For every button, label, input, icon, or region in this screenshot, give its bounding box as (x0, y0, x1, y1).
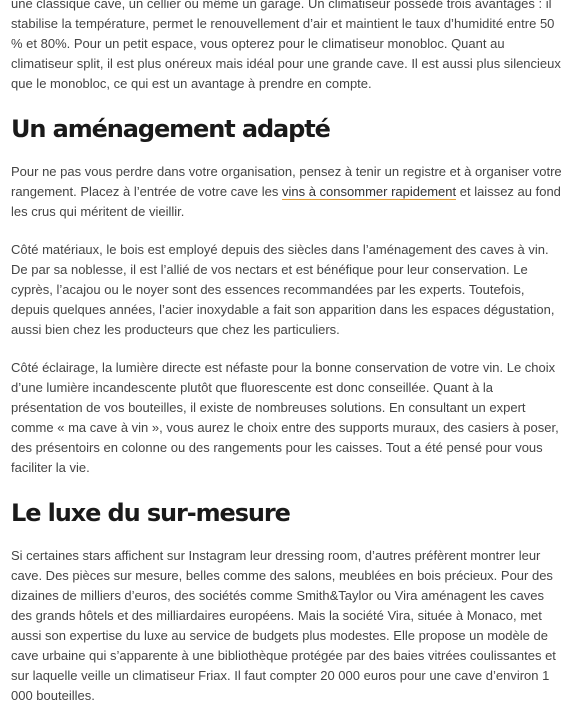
section-heading-sur-mesure: Le luxe du sur-mesure (11, 499, 290, 527)
intro-paragraph: une classique cave, un cellier ou même un garage. Un climatiseur possède trois avantages : il stabilise la température, permet le renouvellement d’air et maintient le taux d’humidité entre 50 % et 80%. Pour un petit espace, vous opterez pour le climatiseur monobloc. Quant au climatiseur split, il est plus onéreux mais idéal pour une grande cave. Il est aussi plus silencieux que le monobloc, ce qui est un avantage à prendre en compte. (11, 0, 561, 91)
paragraph-text: et laissez au fond les crus qui méritent de vieillir. (11, 184, 561, 219)
section-heading-amenagement: Un aménagement adapté (11, 115, 330, 143)
paragraph-materiaux: Côté matériaux, le bois est employé depuis des siècles dans l’aménagement des caves à vin. De par sa noblesse, il est l’allié de vos nectars et est bénéfique pour leur conservation. Le cyprès, l’acajou ou le noyer sont des essences recommandées par les experts. Toutefois, depuis quelques années, l’acier inoxydable a fait son apparition dans les espaces dégustation, aussi bien chez les producteurs que chez les particuliers. (11, 242, 555, 337)
link-vins-a-consommer[interactable]: vins à consommer rapidement (281, 184, 457, 199)
paragraph-luxe: Si certaines stars affichent sur Instagram leur dressing room, d’autres préfèrent montrer leur cave. Des pièces sur mesure, belles comme des salons, meublées en bois précieux. Pour des dizaines de milliers d’euros, des sociétés comme Smith&Taylor ou Vira aménagent les caves des grands hôtels et des milliardaires européens. Mais la société Vira, située à Monaco, met aussi son expertise du luxe au service de budgets plus modestes. Elle propose un modèle de cave urbaine qui s’apparente à une bibliothèque protégée par des baies vitrées coulissantes et sur laquelle veille un climatiseur Friax. Il faut compter 20 000 euros pour une cave d’environ 1 000 bouteilles. (11, 548, 556, 703)
paragraph-organisation (11, 162, 563, 222)
paragraph-text: Pour ne pas vous perdre dans votre organisation, pensez à tenir un registre et à organiser votre rangement. Placez à l’entrée de votre cave les (11, 164, 562, 199)
article-body (11, 0, 563, 706)
paragraph-eclairage: Côté éclairage, la lumière directe est néfaste pour la bonne conservation de votre vin. Le choix d’une lumière incandescente plutôt que fluorescente est donc conseillée. Quant à la présentation de vos bouteilles, il existe de nombreuses solutions. En consultant un expert comme « ma cave à vin », vous aurez le choix entre des supports muraux, des casiers à poser, des présentoirs en colonne ou des rangements pour les caisses. Tout a été pensé pour vous faciliter la vie. (11, 360, 559, 475)
